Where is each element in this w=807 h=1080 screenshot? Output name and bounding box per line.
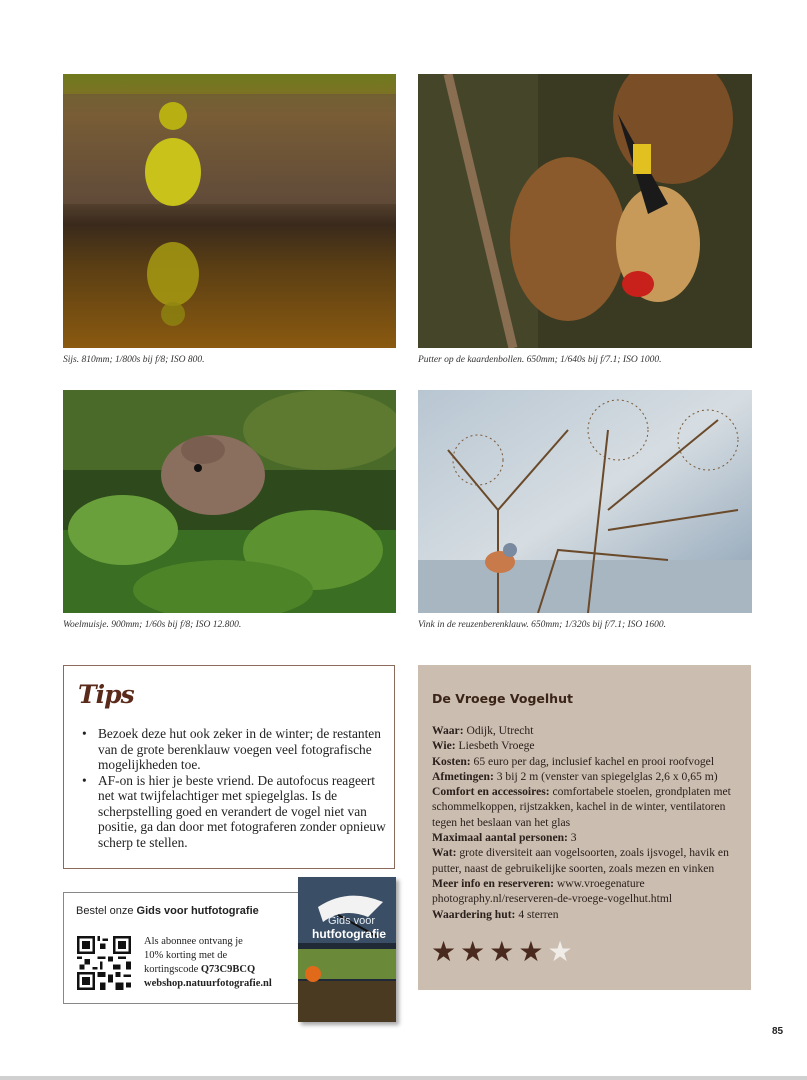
book-cover-art [298,877,396,1022]
book-title-small: Gids voor [328,915,376,927]
info-value: comfortabele stoelen, grondplaten met schommelkoppen, rijstzakken, kachel in de winter, ventilatoren tegen het beslaan van het glas [432,785,731,829]
info-label: Meer info en reserveren: [432,876,555,890]
star-empty-icon: ★ [547,935,573,968]
info-value[interactable]: www.vroegenature photography.nl/reserveren-de-vroege-vogelhut.html [432,876,673,906]
info-label: Wie: [432,739,456,753]
tips-item: • AF-on is hier je beste vriend. De autofocus reageert net wat twijfelachtiger met spiegelglas. Is de scherpstelling goed en verandert de vogel niet van positie, ga dan door met fotograferen zonder opnieuw scherp te stellen. [98,773,388,851]
info-label: Comfort en accessoires: [432,785,550,799]
photo-vole [63,390,396,613]
info-label: Wat: [432,846,457,860]
book-title-big: hutfotografie [312,927,386,941]
info-row [432,723,742,738]
info-label: Waar: [432,724,464,737]
info-row [432,769,742,784]
info-value: Liesbeth Vroege [455,739,535,753]
qr-code-icon[interactable] [77,936,131,990]
order-text [144,935,294,991]
order-title-bold: Gids voor hutfotografie [136,905,259,917]
info-row [432,876,742,907]
rating-stars [431,935,577,968]
star-filled-icon: ★ [431,935,457,968]
order-title-prefix: Bestel onze [76,905,137,917]
photo-chaffinch [418,390,752,613]
tips-box [63,665,395,869]
caption-goldfinch: Putter op de kaardenbollen. 650mm; 1/640s bij f/7.1; ISO 1000. [418,355,662,365]
info-row [432,830,742,845]
vole-image [63,390,396,613]
tips-title: Tips [78,680,134,709]
info-value: Odijk, Utrecht [463,724,534,737]
info-row [432,907,742,922]
info-row [432,784,742,830]
order-line: Als abonnee ontvang je [144,936,243,947]
tips-list [80,726,388,850]
info-value: grote diversiteit aan vogelsoorten, zoals ijsvogel, havik en putter, naast de gebruikelijke soorten, zoals mezen en vinken [432,846,729,875]
star-filled-icon: ★ [460,935,486,968]
caption-chaffinch: Vink in de reuzenberenklauw. 650mm; 1/320s bij f/7.1; ISO 1600. [418,620,667,630]
caption-vole: Woelmuisje. 900mm; 1/60s bij f/8; ISO 12.800. [63,620,242,630]
info-value: 3 [567,831,577,845]
info-label: Afmetingen: [432,769,494,783]
info-box [418,665,751,990]
webshop-link[interactable]: webshop.natuurfotografie.nl [144,978,272,989]
star-filled-icon: ★ [489,935,515,968]
order-code-prefix: kortingscode [144,964,201,975]
star-filled-icon: ★ [518,935,544,968]
info-value: 65 euro per dag, inclusief kachel en prooi roofvogel [470,754,715,768]
discount-code: Q73C9BCQ [200,964,256,975]
info-label: Waardering hut: [432,907,516,921]
info-row [432,754,742,769]
goldfinch-image [418,74,752,348]
siskin-image [63,74,396,348]
photo-goldfinch [418,74,752,348]
chaffinch-image [418,390,752,613]
info-title: De Vroege Vogelhut [432,691,573,706]
order-title [76,905,259,917]
footer-divider [0,1076,807,1080]
info-label: Kosten: [432,754,471,768]
book-cover[interactable] [298,877,396,1022]
photo-siskin [63,74,396,348]
page-number: 85 [772,1026,784,1037]
order-line: 10% korting met de [144,950,228,961]
order-line [144,963,294,977]
info-row [432,845,742,876]
info-row [432,738,742,753]
info-label: Maximaal aantal personen: [432,831,568,845]
info-body [432,723,742,922]
caption-siskin: Sijs. 810mm; 1/800s bij f/8; ISO 800. [63,355,205,365]
info-value: 3 bij 2 m (venster van spiegelglas 2,6 x 0,65 m) [493,769,718,783]
tips-item: • Bezoek deze hut ook zeker in de winter; de restanten van de grote berenklauw voegen veel fotografische mogelijkheden toe. [98,726,388,773]
info-value: 4 sterren [515,907,559,921]
